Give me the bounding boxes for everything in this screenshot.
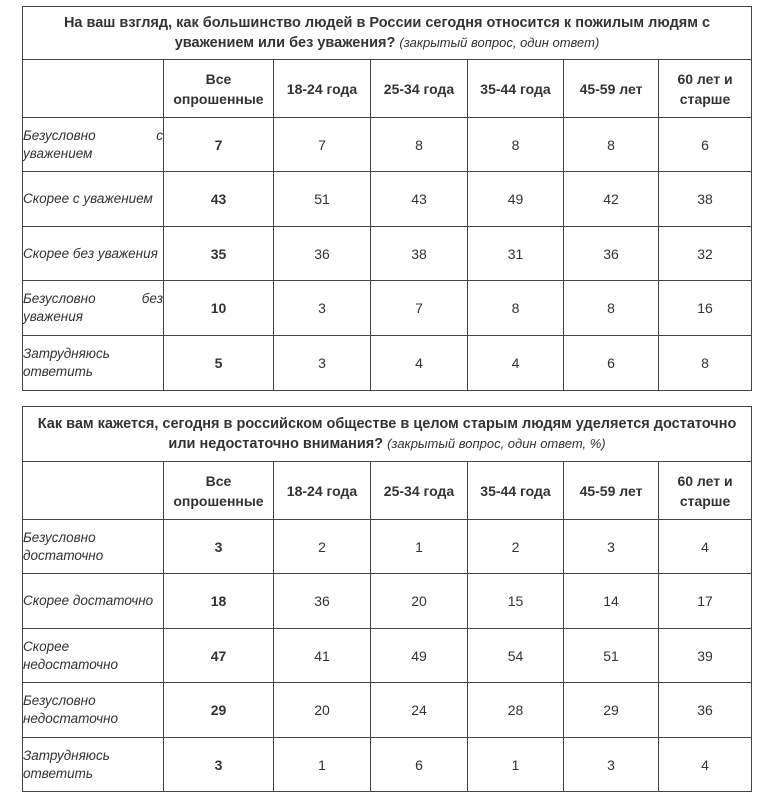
row-label: Безусловно без уважения (23, 281, 164, 336)
cell-total: 35 (164, 227, 274, 281)
table-row (23, 738, 752, 792)
cell-total: 3 (164, 520, 274, 574)
cell-value: 8 (564, 281, 659, 336)
table-row (23, 629, 752, 683)
cell-total: 47 (164, 629, 274, 683)
cell-value: 16 (659, 281, 752, 336)
cell-value: 20 (371, 574, 468, 629)
row-label: Безусловно недостаточно (23, 683, 164, 738)
row-label: Скорее без уважения (23, 227, 164, 281)
cell-value: 29 (564, 683, 659, 738)
cell-value: 20 (274, 683, 371, 738)
cell-total: 43 (164, 172, 274, 227)
row-label: Затрудняюсь ответить (23, 738, 164, 792)
cell-value: 6 (371, 738, 468, 792)
cell-value: 49 (468, 172, 564, 227)
cell-value: 36 (274, 574, 371, 629)
column-header: Все опрошенные (164, 462, 274, 520)
table-row (23, 118, 752, 172)
cell-value: 1 (371, 520, 468, 574)
cell-value: 41 (274, 629, 371, 683)
cell-value: 7 (371, 281, 468, 336)
cell-value: 8 (564, 118, 659, 172)
cell-value: 3 (274, 281, 371, 336)
cell-value: 38 (659, 172, 752, 227)
cell-value: 2 (274, 520, 371, 574)
cell-value: 1 (274, 738, 371, 792)
cell-value: 8 (468, 118, 564, 172)
cell-value: 32 (659, 227, 752, 281)
cell-value: 8 (468, 281, 564, 336)
cell-value: 24 (371, 683, 468, 738)
cell-value: 4 (659, 520, 752, 574)
cell-value: 54 (468, 629, 564, 683)
cell-value: 43 (371, 172, 468, 227)
table-title-note: (закрытый вопрос, один ответ, %) (387, 435, 606, 451)
table-title-text: Как вам кажется, сегодня в российском обществе в целом старым людям уделяется достаточно или недостаточно внимания? (37, 415, 737, 452)
table-row (23, 574, 752, 629)
column-header: 60 лет и старше (659, 462, 752, 520)
cell-value: 3 (274, 336, 371, 391)
cell-value: 28 (468, 683, 564, 738)
cell-value: 51 (564, 629, 659, 683)
table-row (23, 336, 752, 391)
cell-value: 8 (659, 336, 752, 391)
column-header: 35-44 года (468, 60, 564, 118)
cell-value: 42 (564, 172, 659, 227)
cell-value: 8 (371, 118, 468, 172)
header-corner (23, 462, 164, 520)
table-title-text: На ваш взгляд, как большинство людей в России сегодня относится к пожилым людям с уважением или без уважения? (63, 14, 711, 51)
cell-total: 29 (164, 683, 274, 738)
row-label: Безусловно с уважением (23, 118, 164, 172)
cell-total: 18 (164, 574, 274, 629)
row-label: Затрудняюсь ответить (23, 336, 164, 391)
column-header: 60 лет и старше (659, 60, 752, 118)
cell-value: 36 (274, 227, 371, 281)
cell-value: 51 (274, 172, 371, 227)
cell-value: 15 (468, 574, 564, 629)
cell-total: 3 (164, 738, 274, 792)
header-corner (23, 60, 164, 118)
table-row (23, 520, 752, 574)
cell-value: 4 (659, 738, 752, 792)
column-header: 35-44 года (468, 462, 564, 520)
cell-value: 36 (659, 683, 752, 738)
table-row (23, 683, 752, 738)
cell-value: 36 (564, 227, 659, 281)
survey-table-respect (22, 6, 752, 391)
cell-value: 2 (468, 520, 564, 574)
table-title-note: (закрытый вопрос, один ответ) (399, 34, 600, 50)
column-header: 18-24 года (274, 462, 371, 520)
row-label: Скорее достаточно (23, 574, 164, 629)
cell-value: 31 (468, 227, 564, 281)
cell-value: 3 (564, 738, 659, 792)
table-row (23, 172, 752, 227)
cell-value: 49 (371, 629, 468, 683)
cell-value: 3 (564, 520, 659, 574)
column-header: 45-59 лет (564, 462, 659, 520)
cell-value: 6 (564, 336, 659, 391)
row-label: Скорее недостаточно (23, 629, 164, 683)
cell-value: 7 (274, 118, 371, 172)
cell-value: 1 (468, 738, 564, 792)
cell-value: 6 (659, 118, 752, 172)
cell-value: 17 (659, 574, 752, 629)
cell-value: 14 (564, 574, 659, 629)
survey-table-attention (22, 406, 752, 792)
column-header: 45-59 лет (564, 60, 659, 118)
table-title (23, 7, 752, 60)
table-row (23, 227, 752, 281)
cell-value: 4 (371, 336, 468, 391)
cell-value: 38 (371, 227, 468, 281)
row-label: Безусловно достаточно (23, 520, 164, 574)
cell-total: 10 (164, 281, 274, 336)
cell-value: 4 (468, 336, 564, 391)
cell-value: 39 (659, 629, 752, 683)
column-header: 25-34 года (371, 60, 468, 118)
table-row (23, 281, 752, 336)
column-header: 25-34 года (371, 462, 468, 520)
table-title (23, 407, 752, 462)
row-label: Скорее с уважением (23, 172, 164, 227)
column-header: Все опрошенные (164, 60, 274, 118)
cell-total: 7 (164, 118, 274, 172)
column-header: 18-24 года (274, 60, 371, 118)
cell-total: 5 (164, 336, 274, 391)
